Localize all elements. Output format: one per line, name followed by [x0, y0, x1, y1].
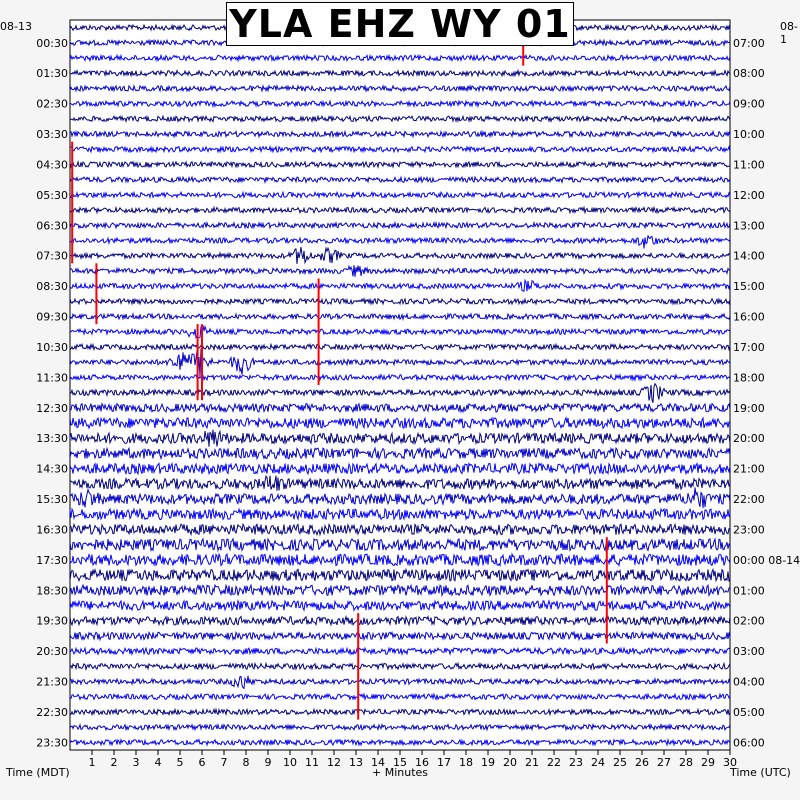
x-tick-label: 6	[198, 756, 206, 769]
right-time-label: 21:00	[733, 462, 765, 476]
left-time-label: 06:30	[36, 219, 68, 233]
x-tick-label: 27	[657, 756, 671, 769]
right-time-label: 18:00	[733, 371, 765, 385]
x-tick-label: 9	[264, 756, 272, 769]
right-time-label: 04:00	[733, 675, 765, 689]
left-time-label: 13:30	[36, 432, 68, 446]
x-tick-label: 3	[132, 756, 140, 769]
plot-title: YLA EHZ WY 01	[229, 2, 571, 46]
right-time-label: 20:00	[733, 432, 765, 446]
left-time-label: 11:30	[36, 371, 68, 385]
x-tick-label: 12	[327, 756, 341, 769]
left-time-label: 23:30	[36, 736, 68, 750]
x-tick-label: 5	[176, 756, 184, 769]
x-tick-label: 1	[88, 756, 96, 769]
x-tick-label: 30	[723, 756, 737, 769]
x-tick-label: 15	[393, 756, 407, 769]
right-time-label: 12:00	[733, 188, 765, 202]
right-time-label: 01:00	[733, 584, 765, 598]
left-time-label: 12:30	[36, 401, 68, 415]
left-time-label: 07:30	[36, 249, 68, 263]
x-tick-label: 26	[635, 756, 649, 769]
x-tick-label: 10	[283, 756, 297, 769]
x-tick-label: 2	[110, 756, 118, 769]
right-time-label: 10:00	[733, 128, 765, 142]
right-time-label: 07:00	[733, 36, 765, 50]
x-tick-label: 22	[547, 756, 561, 769]
x-tick-label: 24	[591, 756, 605, 769]
right-time-label: 05:00	[733, 705, 765, 719]
left-time-label: 04:30	[36, 158, 68, 172]
x-tick-label: 11	[305, 756, 319, 769]
left-time-label: 16:30	[36, 523, 68, 537]
right-time-label: 23:00	[733, 523, 765, 537]
x-tick-label: 17	[437, 756, 451, 769]
plot-area	[70, 20, 730, 750]
right-time-label: 08:00	[733, 67, 765, 81]
left-time-label: 05:30	[36, 188, 68, 202]
x-tick-label: 23	[569, 756, 583, 769]
left-time-label: 14:30	[36, 462, 68, 476]
left-time-label: 00:30	[36, 36, 68, 50]
right-time-label: 22:00	[733, 493, 765, 507]
left-time-label: 08:30	[36, 280, 68, 294]
left-time-label: 09:30	[36, 310, 68, 324]
right-time-label: 06:00	[733, 736, 765, 750]
left-time-label: 01:30	[36, 67, 68, 81]
left-time-label: 21:30	[36, 675, 68, 689]
left-time-label: 18:30	[36, 584, 68, 598]
x-tick-label: 16	[415, 756, 429, 769]
x-tick-label: 19	[481, 756, 495, 769]
x-tick-label: 8	[242, 756, 250, 769]
left-time-label: 10:30	[36, 340, 68, 354]
left-time-label: 19:30	[36, 614, 68, 628]
right-time-label: 15:00	[733, 280, 765, 294]
right-time-label: 19:00	[733, 401, 765, 415]
plot-title-box	[226, 2, 574, 46]
right-time-label: 14:00	[733, 249, 765, 263]
x-tick-label: 18	[459, 756, 473, 769]
x-tick-label: 14	[371, 756, 385, 769]
left-time-label: 20:30	[36, 645, 68, 659]
right-start-date: 08-1	[780, 20, 798, 46]
x-tick-label: 13	[349, 756, 363, 769]
right-time-label: 09:00	[733, 97, 765, 111]
left-start-date: 08-13	[0, 20, 32, 33]
right-time-tick-group	[733, 37, 800, 750]
left-time-label: 22:30	[36, 705, 68, 719]
x-axis-title: + Minutes	[372, 766, 429, 779]
left-time-tick-group	[36, 37, 68, 750]
x-tick-label: 25	[613, 756, 627, 769]
x-tick-label: 29	[701, 756, 715, 769]
right-time-label: 00:00 08-14	[733, 553, 800, 567]
left-time-label: 15:30	[36, 493, 68, 507]
left-axis-title: Time (MDT)	[6, 766, 70, 779]
x-tick-label: 4	[154, 756, 162, 769]
right-axis-title: Time (UTC)	[730, 766, 791, 779]
x-tick-label: 28	[679, 756, 693, 769]
x-tick-label: 20	[503, 756, 517, 769]
right-time-label: 13:00	[733, 219, 765, 233]
right-time-label: 16:00	[733, 310, 765, 324]
right-time-label: 03:00	[733, 645, 765, 659]
right-time-label: 02:00	[733, 614, 765, 628]
right-time-label: 17:00	[733, 340, 765, 354]
left-time-label: 02:30	[36, 97, 68, 111]
left-time-label: 03:30	[36, 128, 68, 142]
left-time-label: 17:30	[36, 553, 68, 567]
right-time-label: 11:00	[733, 158, 765, 172]
x-tick-label: 7	[220, 756, 228, 769]
x-tick-label: 21	[525, 756, 539, 769]
